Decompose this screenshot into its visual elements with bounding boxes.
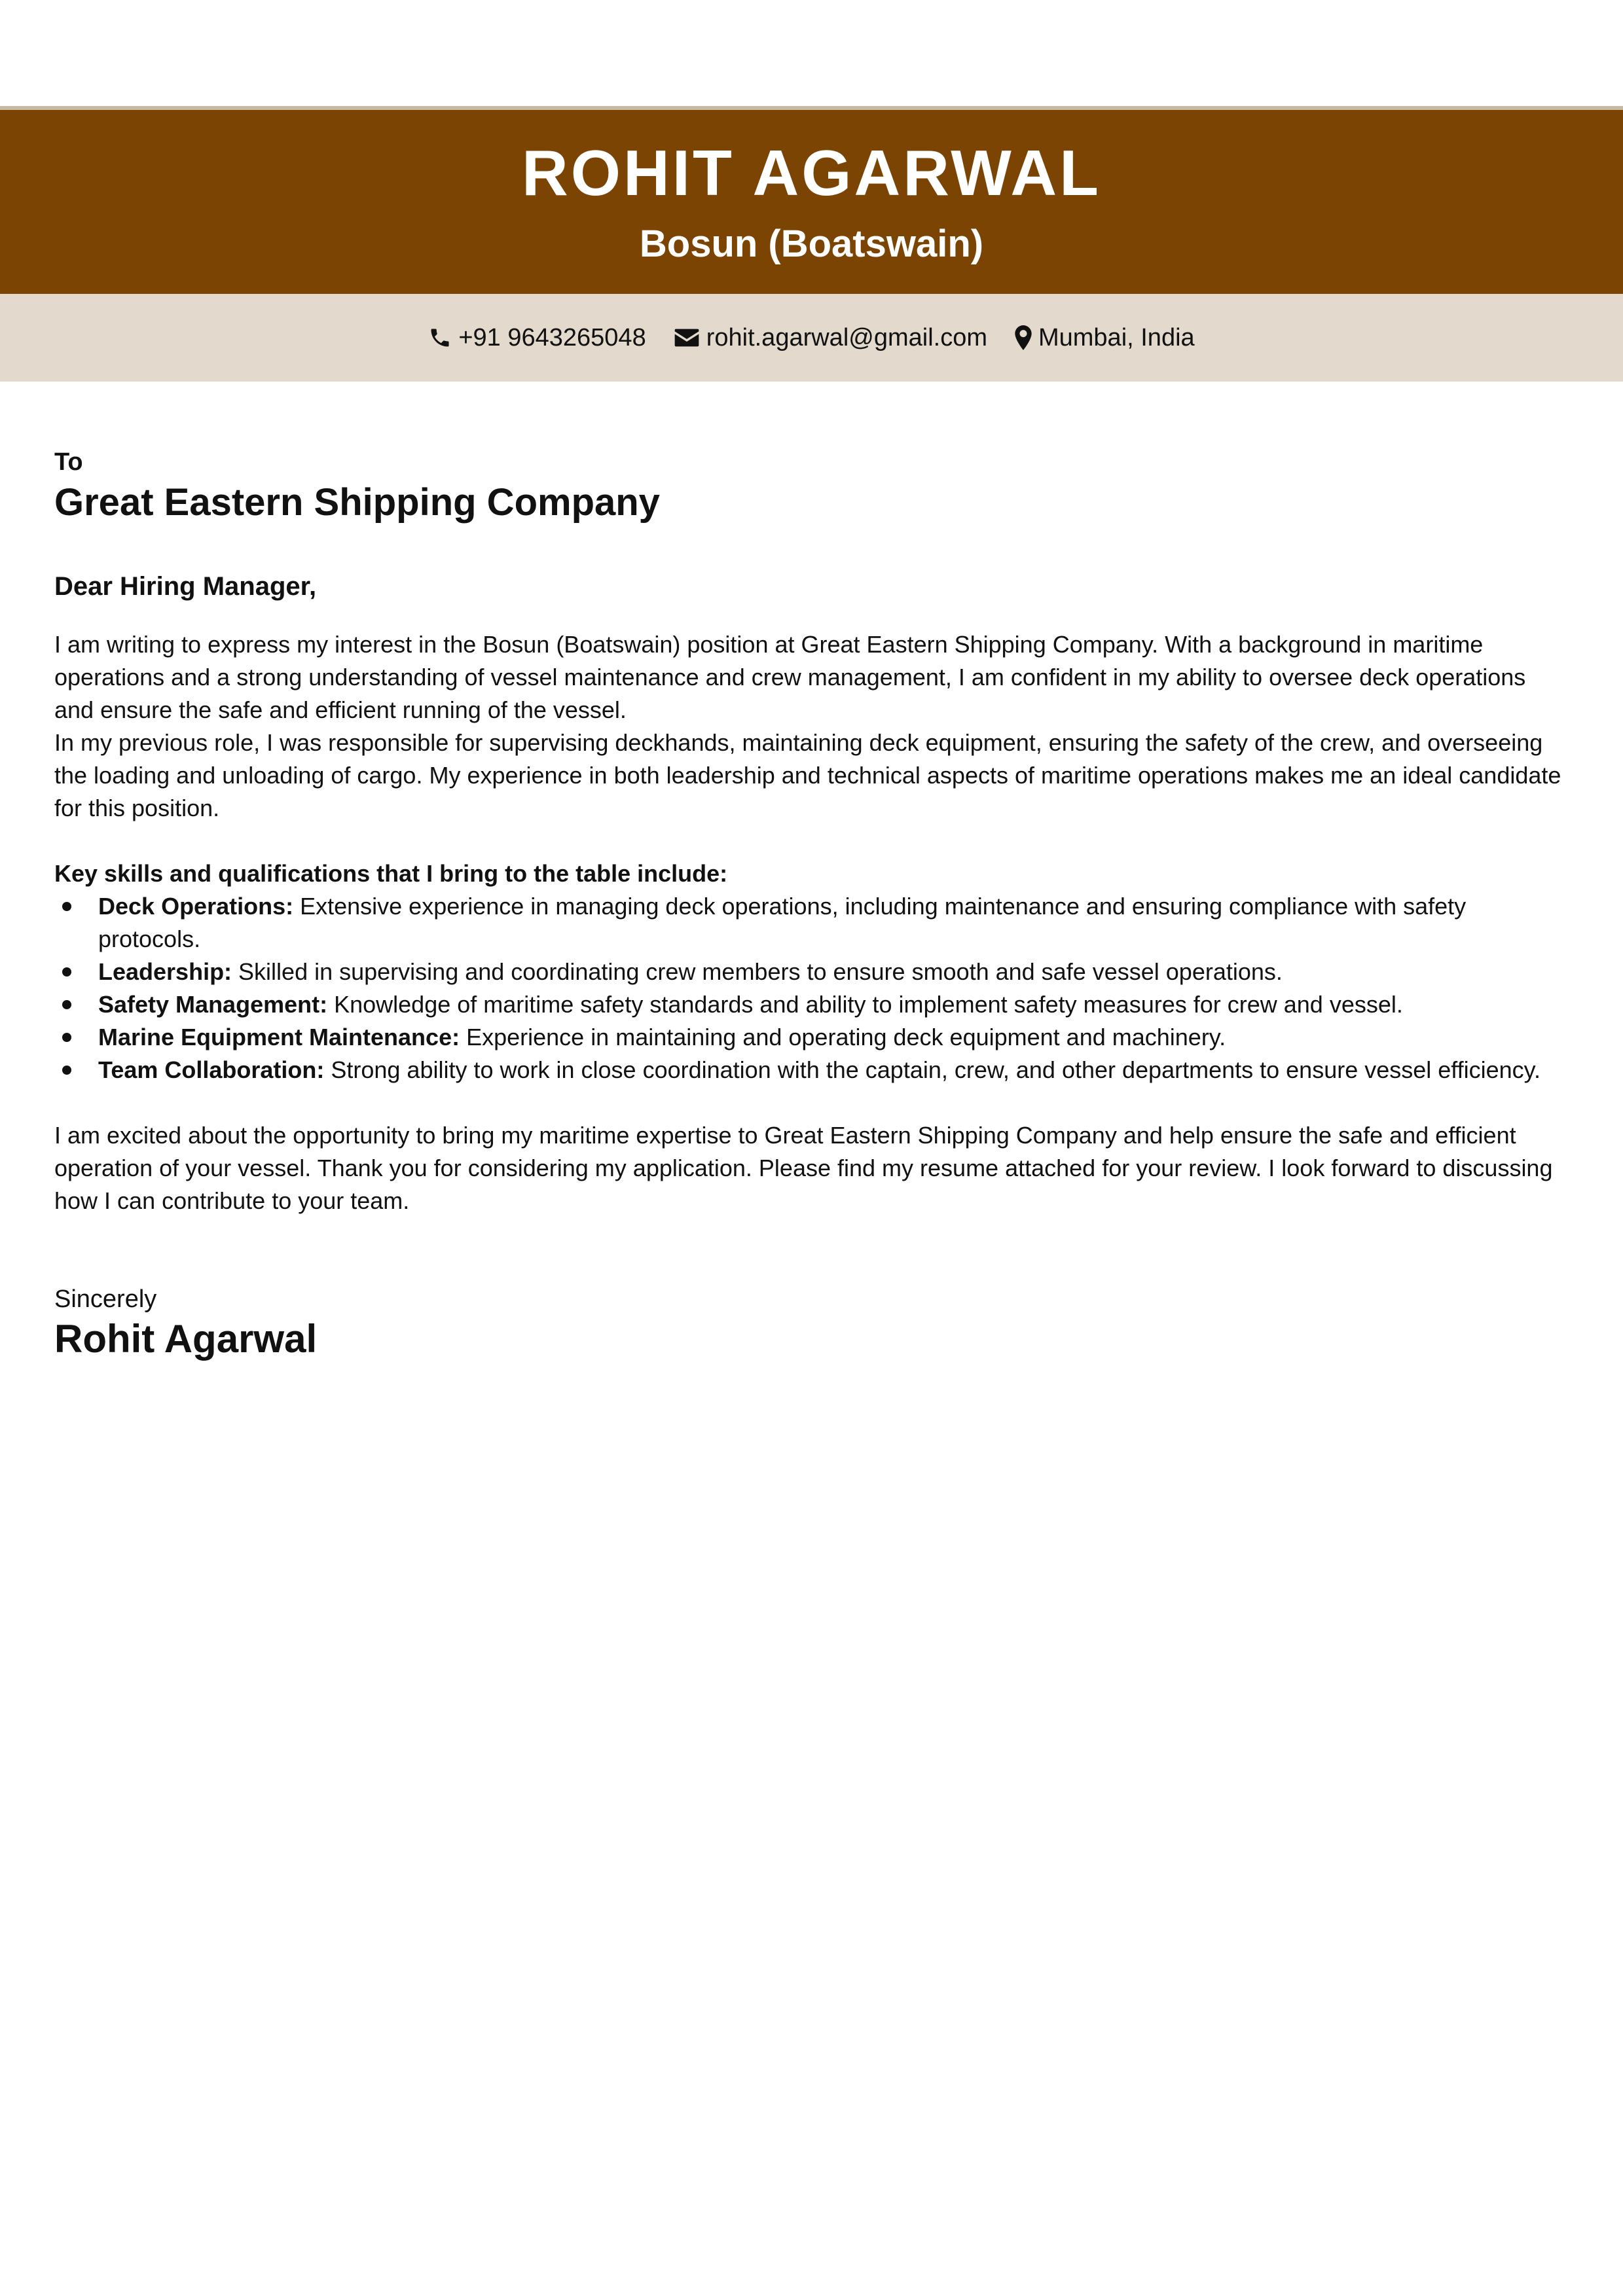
location-text: Mumbai, India (1038, 323, 1195, 351)
applicant-role: Bosun (Boatswain) (639, 223, 984, 265)
phone-number: +91 9643265048 (458, 323, 646, 351)
recipient-company: Great Eastern Shipping Company (54, 481, 660, 524)
skill-title: Marine Equipment Maintenance: (98, 1024, 460, 1050)
email-address: rohit.agarwal@gmail.com (706, 323, 987, 351)
bullet-icon (62, 1066, 71, 1075)
paragraph-2: In my previous role, I was responsible for supervising deckhands, maintaining deck equipment, ensuring the safety of the crew, and overseeing the loading and unloading of cargo. My experience in both leadership and technical aspects of maritime operations makes me an ideal candidate for this position. (54, 729, 1561, 821)
contact-bar (0, 294, 1623, 382)
skill-text: Extensive experience in managing deck operations, including maintenance and ensuring compliance with safety protocols. (98, 893, 1467, 952)
phone-icon (428, 326, 452, 350)
bullet-icon (62, 967, 71, 977)
map-marker-icon (1015, 325, 1032, 350)
skill-text: Strong ability to work in close coordination with the captain, crew, and other departments to ensure vessel efficiency. (324, 1056, 1541, 1083)
closing-paragraph: I am excited about the opportunity to bring my maritime expertise to Great Eastern Shipping Company and help ensure the safe and efficient operation of your vessel. Thank you for considering my application. Please find my resume attached for your review. I look forward to discussing how I can contribute to your team. (54, 1122, 1553, 1214)
skill-title: Leadership: (98, 958, 232, 985)
applicant-name: ROHIT AGARWAL (522, 137, 1101, 209)
list-item (54, 1021, 1570, 1054)
skill-text: Skilled in supervising and coordinating crew members to ensure smooth and safe vessel operations. (232, 958, 1283, 985)
skill-title: Safety Management: (98, 991, 328, 1018)
skill-title: Deck Operations: (98, 893, 294, 920)
bullet-icon (62, 1000, 71, 1009)
bullet-icon (62, 1033, 71, 1042)
signoff-closing: Sincerely (54, 1285, 157, 1313)
salutation: Dear Hiring Manager, (54, 572, 317, 601)
intro-paragraphs (54, 628, 1570, 825)
signature-name: Rohit Agarwal (54, 1317, 318, 1361)
letter-body (54, 445, 1570, 1363)
contact-phone (428, 324, 646, 352)
skills-heading: Key skills and qualifications that I bring to the table include: (54, 860, 728, 887)
skills-list (54, 890, 1570, 1086)
bullet-icon (62, 902, 71, 911)
recipient-label: To (54, 448, 83, 476)
envelope-icon (674, 327, 700, 349)
skill-text: Knowledge of maritime safety standards and ability to implement safety measures for crew and vessel. (327, 991, 1403, 1018)
contact-location (1015, 324, 1195, 352)
skill-title: Team Collaboration: (98, 1056, 325, 1083)
list-item (54, 1054, 1570, 1086)
list-item (54, 956, 1570, 988)
list-item (54, 988, 1570, 1021)
skill-text: Experience in maintaining and operating deck equipment and machinery. (460, 1024, 1226, 1050)
list-item (54, 890, 1570, 956)
contact-email (674, 324, 987, 352)
header-band (0, 110, 1623, 294)
paragraph-1: I am writing to express my interest in the Bosun (Boatswain) position at Great Eastern Shipping Company. With a background in maritime operations and a strong understanding of vessel maintenance and crew management, I am confident in my ability to oversee deck operations and ensure the safe and efficient running of the vessel. (54, 631, 1526, 723)
